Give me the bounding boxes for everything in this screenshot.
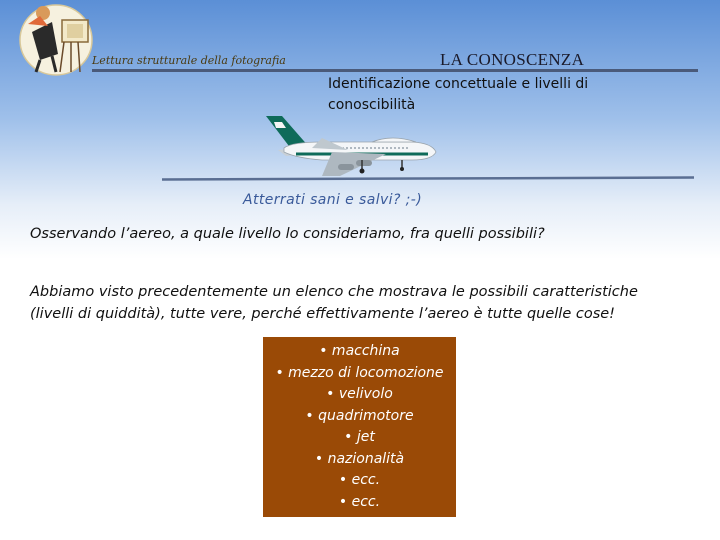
list-item: • ecc.	[338, 472, 381, 488]
photographer-logo-icon	[18, 2, 96, 76]
body-paragraph: Abbiamo visto precedentemente un elenco che mostrava le possibili caratteristiche (livelli di quiddità), tutte vere, perché effettivamente l’aereo è tutte quelle cose!	[30, 284, 638, 322]
list-item: • quadrimotore	[305, 407, 414, 424]
list-item: • ecc.	[338, 493, 381, 510]
list-item: • velivolo	[326, 386, 393, 402]
page-heading: Identificazione concettuale e livelli di conoscibilità	[328, 76, 589, 113]
middle-divider	[162, 176, 694, 181]
list-item: • jet	[344, 429, 375, 445]
question-text: Osservando l’aereo, a quale livello lo consideriamo, fra quelli possibili?	[30, 226, 545, 242]
subtitle-left: Lettura strutturale della fotografia	[92, 54, 286, 67]
characteristics-box	[263, 337, 456, 517]
list-item: • mezzo di locomozione	[275, 364, 444, 381]
image-caption: Atterrati sani e salvi? ;-)	[243, 192, 423, 208]
top-divider	[92, 69, 698, 72]
list-item: • macchina	[319, 343, 400, 359]
section-title: LA CONOSCENZA	[440, 50, 585, 69]
airplane-image	[252, 112, 438, 178]
list-item: • nazionalità	[314, 450, 405, 467]
